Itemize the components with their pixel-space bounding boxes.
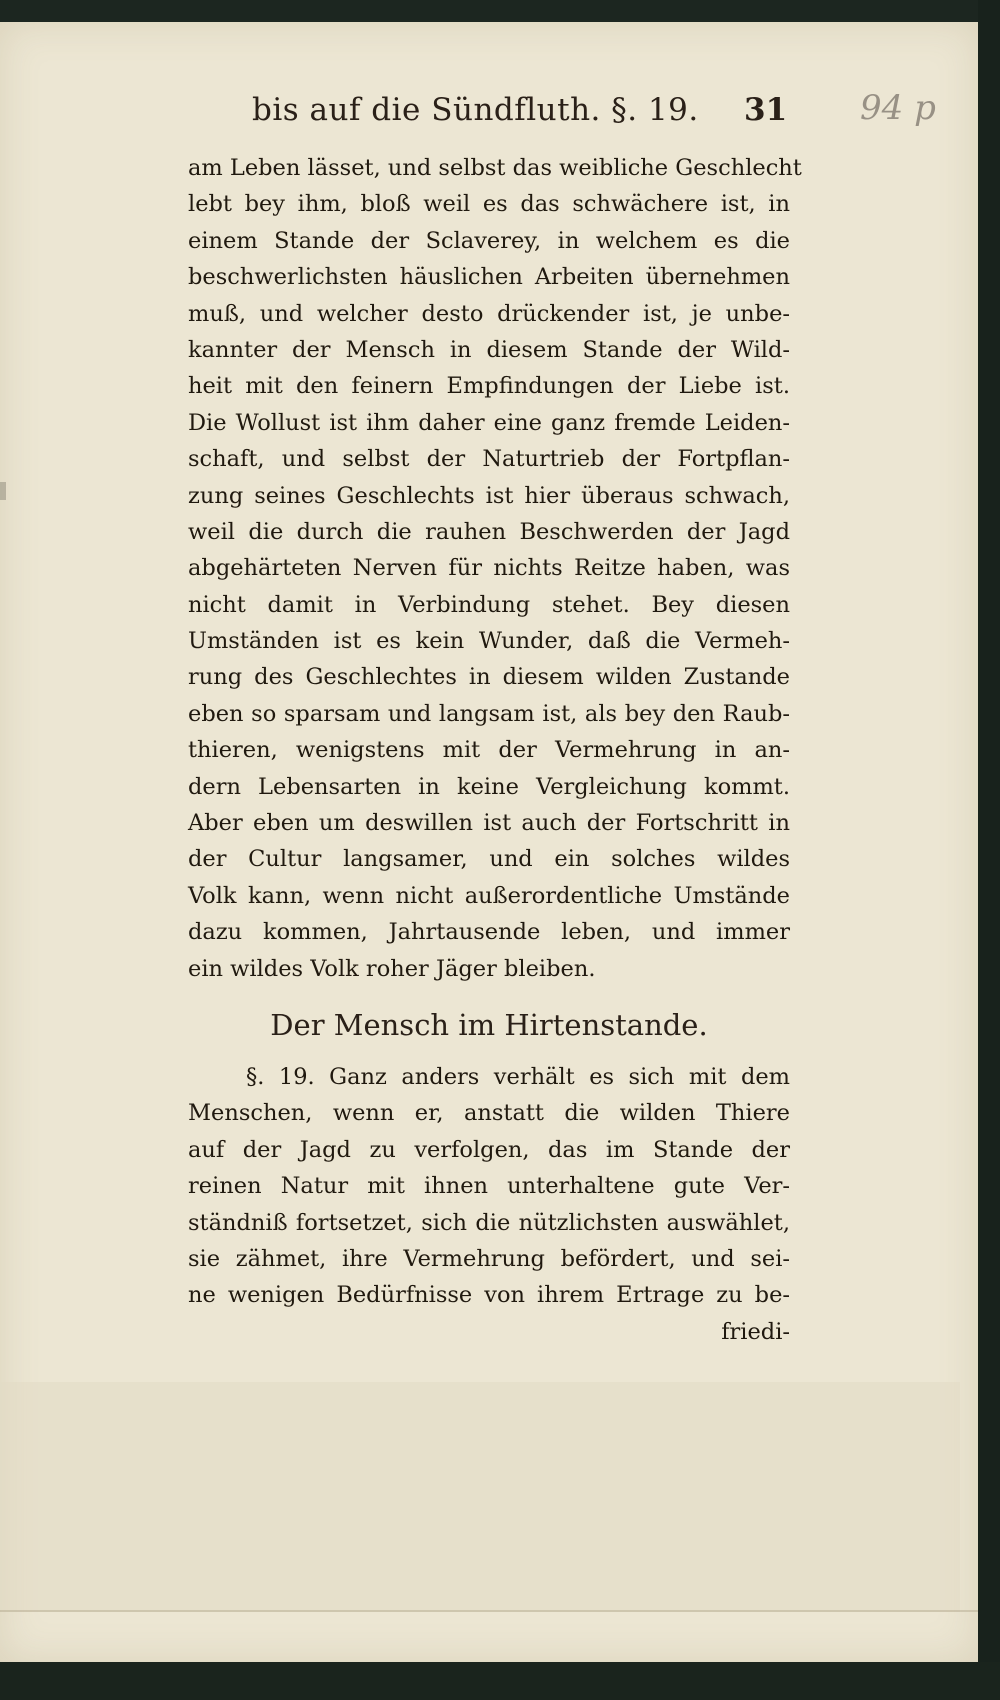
text-line: einem Stande der Sclaverey, in welchem es die [188,227,790,254]
text-line: lebt bey ihm, bloß weil es das schwächere ist, in [188,191,790,218]
text-line: zung seines Geschlechts ist hier überaus schwach, [188,482,790,509]
paragraph-1 [188,150,802,987]
text-line: reinen Natur mit ihnen unterhaltene gute Ver- [188,1173,790,1200]
paragraph-2 [188,1059,790,1350]
text-line: ständniß fortsetzet, sich die nützlichsten auswählet, [188,1209,790,1236]
scan-frame-right [978,0,1000,1700]
section-heading: Der Mensch im Hirtenstande. [270,1007,708,1042]
text-line: der Cultur langsamer, und ein solches wildes [188,846,790,873]
text-line: beschwerlichsten häuslichen Arbeiten übernehmen [188,264,790,291]
text-line: dazu kommen, Jahrtausende leben, und immer [188,919,790,946]
page-fold-line [0,1610,978,1612]
text-line: thieren, wenigstens mit der Vermehrung in an- [188,737,790,764]
text-line: am Leben lässet, und selbst das weibliche Geschlecht [188,155,802,181]
page-body [188,150,802,1350]
page-number: 31 [744,92,788,128]
scan-frame-top [0,0,1000,22]
text-line: weil die durch die rauhen Beschwerden der Jagd [188,518,790,545]
text-line: abgehärteten Nerven für nichts Reitze haben, was [188,555,790,582]
text-line: Volk kann, wenn nicht außerordentliche Umstände [188,882,790,909]
text-line: Umständen ist es kein Wunder, daß die Vermeh- [188,628,790,655]
text-line: §. 19. Ganz anders verhält es sich mit dem [246,1063,790,1090]
text-line: ein wildes Volk roher Jäger bleiben. [188,955,596,982]
text-line: sie zähmet, ihre Vermehrung befördert, und sei- [188,1245,790,1272]
text-line: auf der Jagd zu verfolgen, das im Stande der [188,1136,790,1163]
text-line: rung des Geschlechtes in diesem wilden Zustande [188,664,790,691]
scan-frame-bottom [0,1662,1000,1700]
page-header [252,92,812,142]
ink-smudge [0,482,6,500]
text-line: ne wenigen Bedürfnisse von ihrem Ertrage zu be- [188,1282,790,1309]
text-line: schaft, und selbst der Naturtrieb der Fortpflan- [188,446,790,473]
text-line: Menschen, wenn er, anstatt die wilden Thiere [188,1100,790,1127]
text-line: eben so sparsam und langsam ist, als bey den Raub- [188,700,790,727]
text-line: Die Wollust ist ihm daher eine ganz fremde Leiden- [188,409,790,436]
pencil-annotation: 94 p [860,88,936,128]
text-line: nicht damit in Verbindung stehet. Bey diesen [188,591,790,618]
text-line: muß, und welcher desto drückender ist, je unbe- [188,300,790,327]
text-line: Aber eben um deswillen ist auch der Fortschritt in [188,810,790,837]
catchword: friedi- [721,1318,790,1345]
text-line: kannter der Mensch in diesem Stande der Wild- [188,336,790,363]
running-head: bis auf die Sündfluth. §. 19. [252,92,699,128]
text-line: heit mit den feinern Empfindungen der Liebe ist. [188,373,790,400]
text-line: dern Lebensarten in keine Vergleichung kommt. [188,773,790,800]
